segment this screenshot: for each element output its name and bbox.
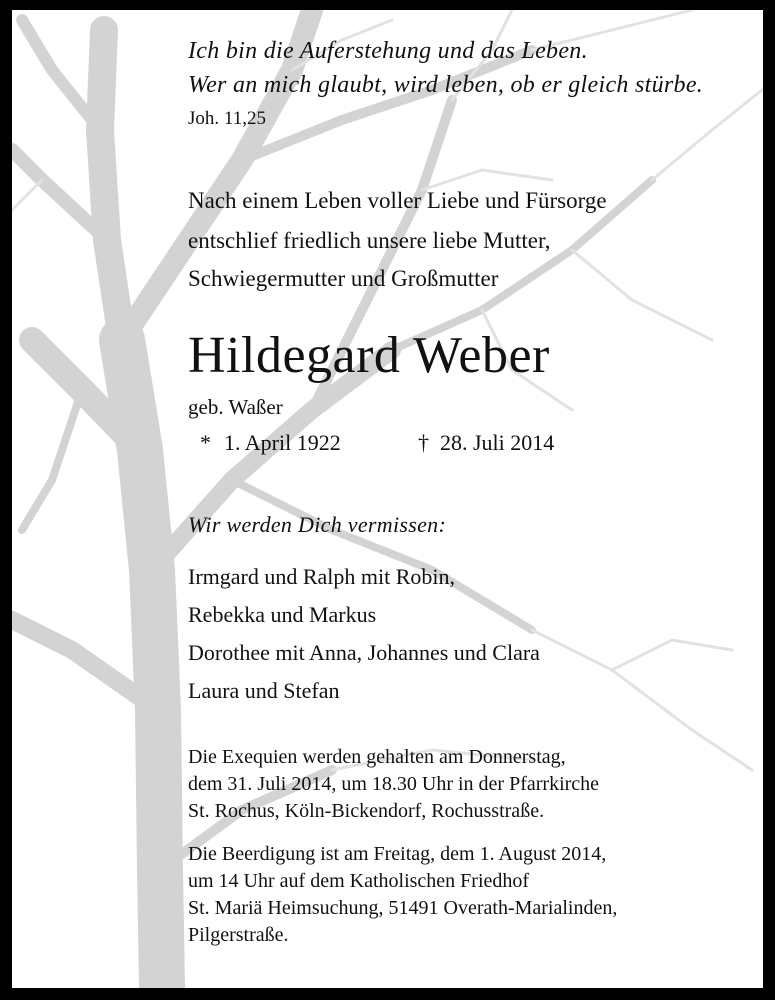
exequien-line: St. Rochus, Köln-Bickendorf, Rochusstraße.: [188, 800, 545, 822]
intro-line-1: Nach einem Leben voller Liebe und Fürsorge: [188, 188, 607, 213]
mourner-line: Dorothee mit Anna, Johannes und Clara: [188, 640, 540, 665]
mourner-line: Laura und Stefan: [188, 678, 340, 703]
intro-line-3: Schwiegermutter und Großmutter: [188, 266, 499, 291]
death-date: 28. Juli 2014: [440, 430, 555, 455]
intro-line-2: entschlief friedlich unsere liebe Mutter,: [188, 228, 551, 253]
burial-line: Pilgerstraße.: [188, 924, 289, 946]
death-symbol: †: [418, 430, 429, 455]
mourner-line: Rebekka und Markus: [188, 602, 377, 627]
tree-background-image: [12, 10, 763, 988]
exequien-line: Die Exequien werden gehalten am Donnerstag,: [188, 746, 566, 768]
birth-date: 1. April 1922: [224, 430, 341, 455]
birth-name: geb. Waßer: [188, 395, 283, 419]
mourners-heading: Wir werden Dich vermissen:: [188, 512, 447, 537]
bible-quote-line-1: Ich bin die Auferstehung und das Leben.: [188, 38, 588, 64]
bible-reference: Joh. 11,25: [188, 108, 266, 129]
mourner-line: Irmgard und Ralph mit Robin,: [188, 564, 456, 589]
exequien-line: dem 31. Juli 2014, um 18.30 Uhr in der Pfarrkirche: [188, 773, 600, 795]
birth-symbol: *: [200, 430, 211, 455]
burial-line: St. Mariä Heimsuchung, 51491 Overath-Marialinden,: [188, 897, 618, 919]
burial-line: um 14 Uhr auf dem Katholischen Friedhof: [188, 870, 530, 892]
burial-line: Die Beerdigung ist am Freitag, dem 1. August 2014,: [188, 843, 607, 865]
bible-quote-line-2: Wer an mich glaubt, wird leben, ob er gleich stürbe.: [188, 72, 704, 98]
deceased-name: Hildegard Weber: [188, 327, 550, 384]
